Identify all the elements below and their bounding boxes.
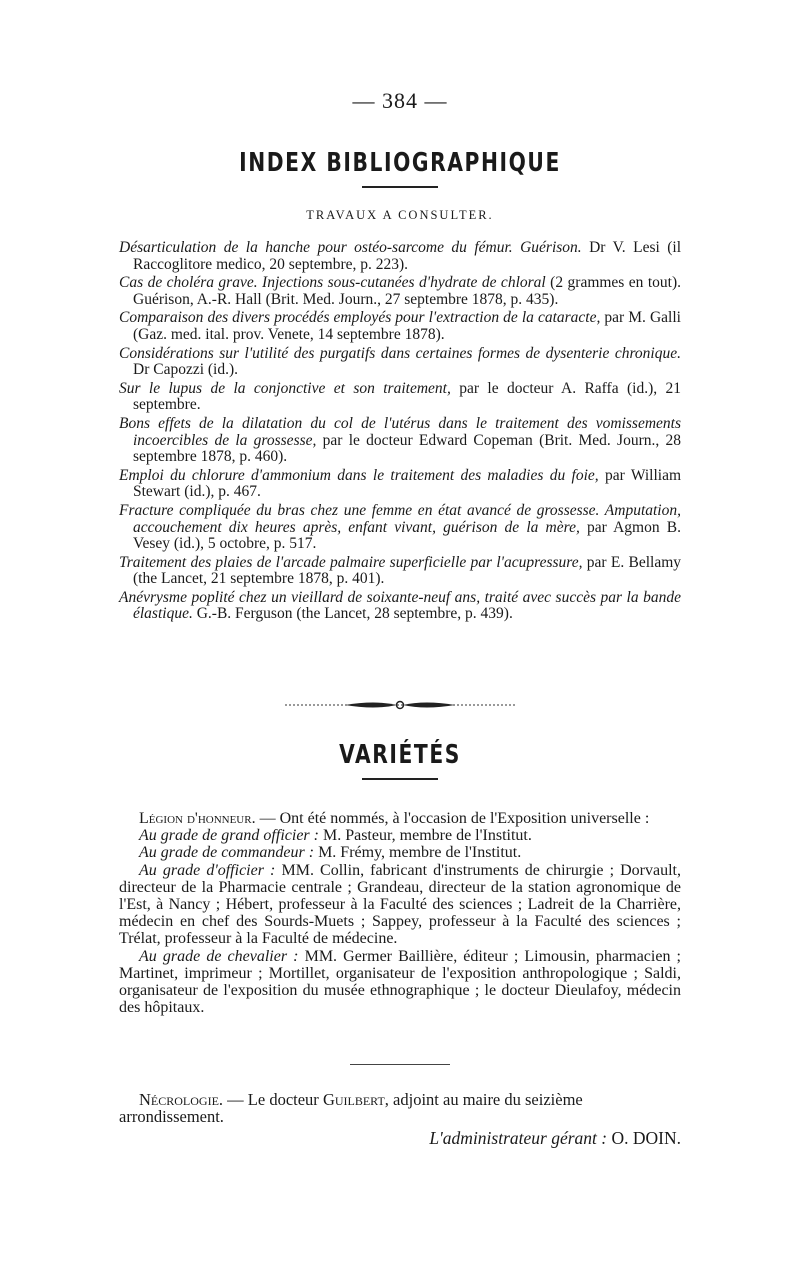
signature-label: L'administrateur gérant : bbox=[429, 1128, 608, 1148]
entry-details: Dr V. Lesi (il Raccoglitore medico, 20 septembre, p. 223). bbox=[133, 239, 682, 273]
legion-intro: — Ont été nommés, à l'occasion de l'Exposition universelle : bbox=[255, 810, 650, 827]
officier-text: MM. Collin, fabricant d'instruments de chirurgie ; Dorvault, directeur de la Pharmacie centrale ; Grandeau, directeur de la station agronomique de l'Est, à Nancy ; Hébert, professeur à la Faculté des sciences ; Ladreit de la Charrière, médecin en chef des Sourds-Muets ; Sappey, professeur à la Faculté des sciences ; Trélat, professeur à la Faculté de médecine. bbox=[119, 861, 681, 948]
commandeur-label: Au grade de commandeur : bbox=[139, 844, 315, 862]
entry-details: G.-B. Ferguson (the Lancet, 28 septembre, p. 439). bbox=[196, 605, 513, 623]
varietes-body bbox=[119, 810, 681, 1016]
entry-details: (2 grammes en tout). Guérison, A.-R. Hall (Brit. Med. Journ., 27 septembre 1878, p. 435). bbox=[133, 274, 682, 308]
signature-name: O. DOIN. bbox=[607, 1128, 681, 1148]
title-underline bbox=[362, 778, 438, 780]
entry-title: Comparaison des divers procédés employés pour l'extraction de la cataracte, bbox=[119, 309, 601, 327]
entry-details: par M. Galli (Gaz. med. ital. prov. Venete, 14 septembre 1878). bbox=[133, 309, 681, 343]
entry-title: Cas de choléra grave. Injections sous-cutanées d'hydrate de chloral bbox=[119, 274, 546, 292]
bibliography-entry bbox=[119, 555, 681, 588]
bibliography-entry bbox=[119, 381, 681, 414]
necrologie-text-after: , adjoint au maire du seizième arrondissement. bbox=[119, 1089, 583, 1126]
bibliography-entry bbox=[119, 590, 681, 623]
chevalier-paragraph bbox=[119, 948, 681, 1017]
page-number: — 384 — bbox=[352, 88, 448, 113]
bibliography-entry bbox=[119, 240, 681, 273]
bibliography-entry bbox=[119, 468, 681, 501]
necrologie-paragraph bbox=[119, 1091, 681, 1126]
bibliography-entry bbox=[119, 416, 681, 466]
grand-officier-paragraph bbox=[119, 827, 681, 844]
necrologie-label: Nécrologie. bbox=[139, 1089, 224, 1109]
entry-title: Désarticulation de la hanche pour ostéo-sarcome du fémur. Guérison. bbox=[119, 239, 582, 256]
entry-title: Traitement des plaies de l'arcade palmaire superficielle par l'acupressure, bbox=[119, 553, 583, 571]
entry-details: par E. Bellamy (the Lancet, 21 septembre 1878, p. 401). bbox=[133, 553, 682, 588]
entry-title: Bons effets de la dilatation du col de l'utérus dans le traitement des vomissements incoercibles de la grossesse, bbox=[119, 414, 681, 449]
officier-label: Au grade d'officier : bbox=[139, 861, 276, 879]
grand-officier-text: M. Pasteur, membre de l'Institut. bbox=[318, 827, 532, 845]
entry-title: Emploi du chlorure d'ammonium dans le traitement des maladies du foie, bbox=[119, 466, 599, 484]
grand-officier-label: Au grade de grand officier : bbox=[139, 827, 319, 845]
varietes-title: VARIÉTÉS bbox=[339, 740, 461, 770]
chevalier-text: MM. Germer Baillière, éditeur ; Limousin, pharmacien ; Martinet, imprimeur ; Mortillet, organisateur de l'exposition anthropologique ; Saldi, organisateur de l'exposition du musée ethnographique ; le docteur Dieulafoy, médecin des hôpitaux. bbox=[119, 947, 681, 1017]
entry-title: Anévrysme poplité chez un vieillard de soixante-neuf ans, traité avec succès par la bande élastique. bbox=[119, 588, 681, 623]
decorative-ornament bbox=[285, 698, 515, 712]
entry-details: par le docteur Edward Copeman (Brit. Med. Journ., 28 septembre 1878, p. 460). bbox=[133, 431, 681, 466]
bibliography-list bbox=[119, 240, 681, 625]
entry-details: par Agmon B. Vesey (id.), 5 octobre, p. 517. bbox=[133, 518, 681, 553]
entry-details: par William Stewart (id.), p. 467. bbox=[133, 466, 682, 501]
legion-paragraph bbox=[119, 810, 681, 827]
bibliography-entry bbox=[119, 346, 681, 379]
necrologie-dash: — bbox=[223, 1089, 248, 1109]
legion-label: Légion d'honneur. bbox=[139, 810, 256, 827]
bibliography-entry bbox=[119, 310, 681, 343]
necrologie-text-before: Le docteur bbox=[247, 1089, 323, 1109]
entry-details: Dr Capozzi (id.). bbox=[133, 361, 239, 379]
separator-rule bbox=[350, 1064, 450, 1065]
commandeur-paragraph bbox=[119, 844, 681, 861]
signature-line bbox=[119, 1128, 681, 1149]
officier-paragraph bbox=[119, 862, 681, 948]
entry-title: Fracture compliquée du bras chez une femme en état avancé de grossesse. Amputation, accouchement dix heures après, enfant vivant, guérison de la mère, bbox=[119, 501, 681, 536]
bibliography-entry bbox=[119, 275, 681, 308]
entry-title: Sur le lupus de la conjonctive et son traitement, bbox=[119, 379, 451, 397]
chevalier-label: Au grade de chevalier : bbox=[139, 947, 299, 965]
index-bibliographique-title: INDEX BIBLIOGRAPHIQUE bbox=[239, 148, 561, 178]
entry-details: par le docteur A. Raffa (id.), 21 septembre. bbox=[133, 379, 681, 414]
entry-title: Considérations sur l'utilité des purgatifs dans certaines formes de dysenterie chronique. bbox=[119, 344, 681, 362]
necrologie-name: Guilbert bbox=[322, 1089, 385, 1109]
travaux-subheading: TRAVAUX A CONSULTER. bbox=[306, 208, 494, 222]
title-underline bbox=[362, 186, 438, 188]
bibliography-entry bbox=[119, 503, 681, 553]
commandeur-text: M. Frémy, membre de l'Institut. bbox=[314, 844, 522, 862]
